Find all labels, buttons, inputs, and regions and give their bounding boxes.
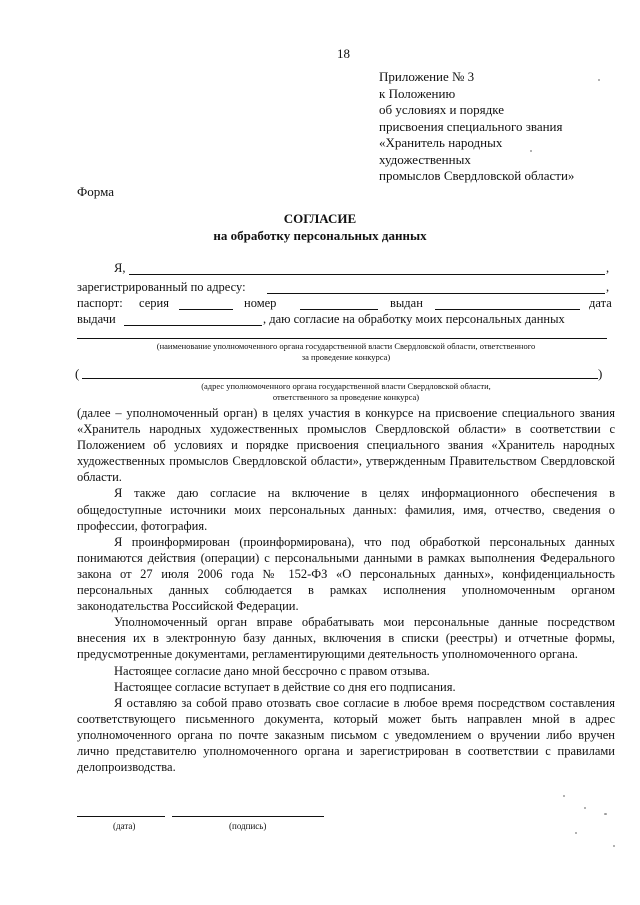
address-field-row [77,280,615,296]
date-caption: (дата) [113,821,136,831]
address-end: , [606,280,610,294]
date-label: дата [589,296,612,310]
series-field[interactable] [179,309,233,310]
scan-speck [604,813,607,815]
signature-caption: (подпись) [229,821,267,831]
i-label: Я, [114,261,126,275]
appendix-line: об условиях и порядке [379,102,504,117]
organ-name-caption-line: за проведение конкурса) [301,352,391,362]
scan-speck [598,79,600,81]
scan-speck [613,845,615,847]
organ-name-field[interactable] [77,338,607,339]
page-number: 18 [337,46,350,61]
date-signature-field[interactable] [77,816,165,817]
paren-close: ) [598,366,603,381]
organ-address-field[interactable] [82,378,598,379]
appendix-line: промыслов Свердловской области» [379,168,575,183]
appendix-block [379,69,574,185]
issue-date-row [77,312,615,328]
form-label: Форма [77,184,114,199]
organ-name-caption-line: (наименование уполномоченного органа государственной власти Свердловской области, ответственного [156,341,536,351]
document-title: СОГЛАСИЕ [283,211,357,226]
paragraph: Настоящее согласие дано мной бессрочно с правом отзыва. [114,663,430,678]
appendix-line: «Хранитель народных [379,135,503,150]
address-field[interactable] [267,293,605,294]
organ-address-caption-line: (адрес уполномоченного органа государственной власти Свердловской области, [201,381,491,391]
appendix-line: художественных [379,151,471,167]
issue-label: выдачи [77,312,116,326]
scan-speck [563,795,565,797]
appendix-line: к Положению [379,85,456,101]
document-subtitle: на обработку персональных данных [213,228,427,243]
paren-open: ( [75,366,80,381]
name-field-row [77,261,615,277]
consent-body [77,405,615,775]
passport-label: паспорт: [77,296,123,310]
signature-field[interactable] [172,816,324,817]
organ-address-caption-line: ответственного за проведение конкурса) [272,392,420,402]
address-label: зарегистрированный по адресу: [77,280,246,294]
full-name-field[interactable] [129,274,605,275]
scan-speck [584,807,586,809]
paragraph: Я оставляю за собой право отозвать свое согласие в любое время посредством составления соответствующего письменного документа, который может быть направлен мной в адрес уполномоченного органа по почте заказным письмом с уведомлением о вручении либо вручен лично представителю уполномоченного органа и зарегистрирован в соответствии с правилами делопроизводства. [77,695,615,775]
number-label: номер [244,296,277,310]
organ-address-caption [77,381,615,403]
i-end: , [606,261,610,275]
issue-date-field[interactable] [124,325,262,326]
paragraph: Уполномоченный орган вправе обрабатывать мои персональные данные посредством внесения их в электронную базу данных, включения в списки (реестры) и отчетные формы, предусмотренные документами, регламентирующими деятельность уполномоченного органа. [77,615,615,662]
consent-text: , даю согласие на обработку моих персональных данных [263,312,565,326]
paragraph: (далее – уполномоченный орган) в целях участия в конкурсе на присвоение специального звания «Хранитель народных художественных промыслов Свердловской области» в соответствии с Положением об условиях и порядке присвоения специального звания «Хранитель народных художественных промыслов Свердловской области», утвержденным Правительством Свердловской области. [77,406,615,485]
paragraph: Я также даю согласие на включение в целях информационного обеспечения в общедоступные источники моих персональных данных: фамилия, имя, отчество, сведения о профессии, фотография. [77,486,615,533]
scan-speck [530,150,532,152]
organ-name-caption [77,341,615,363]
appendix-line: присвоения специального звания [379,118,563,134]
passport-field-row [77,296,615,312]
series-label: серия [139,296,169,310]
issued-label: выдан [390,296,423,310]
number-field[interactable] [300,309,378,310]
paragraph: Я проинформирован (проинформирована), что под обработкой персональных данных понимаются действия (операции) с персональными данными в рамках выполнения Федерального закона от 27 июля 2006 года № 152-ФЗ «О персональных данных», конфиденциальность персональных данных соблюдается в рамках исполнения уполномоченным органом законодательства Российской Федерации. [77,534,615,614]
scan-speck [575,832,577,834]
paragraph: Настоящее согласие вступает в действие со дня его подписания. [114,679,456,694]
issued-by-field[interactable] [435,309,580,310]
appendix-line: Приложение № 3 [379,69,475,84]
